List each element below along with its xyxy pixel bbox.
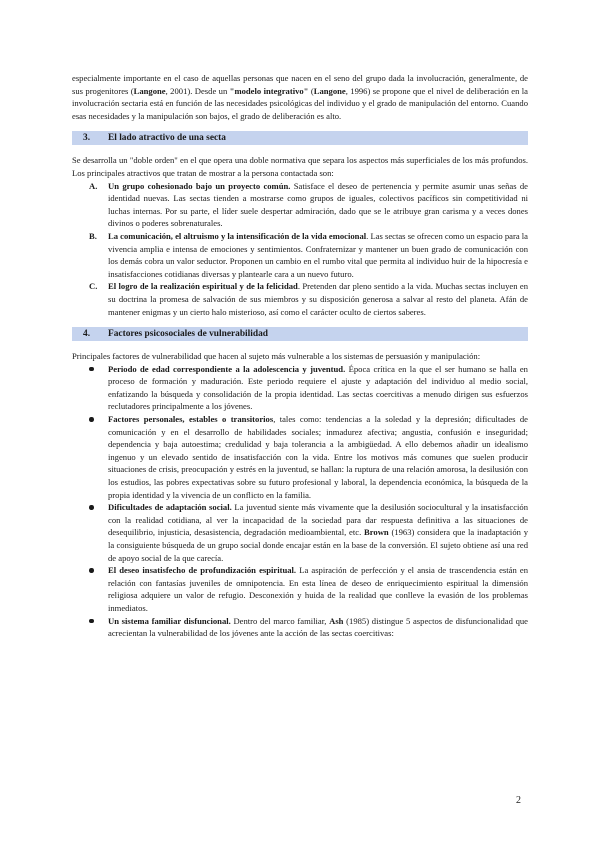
bullet-icon (89, 619, 94, 624)
section-number: 4. (83, 329, 91, 340)
bullet-icon (89, 367, 94, 372)
section-title: Factores psicosociales de vulnerabilidad (108, 329, 268, 340)
page-number: 2 (516, 795, 521, 806)
bullet-icon (89, 417, 94, 422)
list-item: Factores personales, estables o transitorios, tales como: tendencias a la soledad y la depresión; dificultades de comunicación y en el desarrollo de habilidades sociales; inmadurez afectiva; angustia, confusión e inseguridad; dependencia y baja autoestima; credulidad y baja tolerancia a la ambigüedad. A ello debemos añadir un idealismo ingenuo y un elevado sentido de insatisfacción con la vida. Entre los motivos más comunes que suelen producir situaciones de crisis, preocupación y estrés en la juventud, se hallan: la ruptura de una relación amorosa, la desilusión con los estudios, las pobres expectativas sobre su futuro profesional y laboral, la dependencia económica, la búsqueda de la propia identidad y la vivencia de un conflicto en la familia. (72, 413, 528, 501)
list-item: A. Un grupo cohesionado bajo un proyecto común. Satisface el deseo de pertenencia y permite asumir unas señas de identidad nuevas. Las sectas tienden a mostrarse como grupos de iguales, colectivos pacíficos sin competitividad ni luchas internas. Por su parte, el líder suele despertar admiración, dado que se le atribuye gran carisma y a veces dones divinos o poderes sobrenaturales. (89, 180, 529, 229)
section-title: El lado atractivo de una secta (108, 133, 226, 144)
section-4-intro: Principales factores de vulnerabilidad que hacen al sujeto más vulnerable a los sistemas de persuasión y manipulación: (72, 351, 481, 362)
list-item: El deseo insatisfecho de profundización espiritual. La aspiración de perfección y el ansia de trascendencia están en relación con fantasías juveniles de omnipotencia. En esta línea de deseo de enriquecimiento espiritual la dimensión religiosa adquiere un valor de refugio. Desconexión y huida de la realidad que conlleve la evasión de los problemas inmediatos. (72, 564, 528, 614)
section-4-heading (72, 327, 528, 341)
list-item: C. El logro de la realización espiritual y de la felicidad. Pretenden dar pleno sentido a la vida. Muchas sectas incluyen en su doctrina la promesa de salvación de sus miembros y su disposición generosa a salvar al resto del planeta. Afán de mantener enigmas y un cierto halo misterioso, así como el carácter oculto de ciertos saberes. (89, 281, 528, 317)
list-item: Dificultades de adaptación social. La juventud siente más vivamente que la desilusión sociocultural y la insatisfacción con la realidad cotidiana, al ver la incapacidad de la sociedad para dar respuesta definitiva a las situaciones de desequilibrio, injusticia, desasistencia, degradación medioambiental, etc. Brown (1963) considera que la inadaptación y la consiguiente búsqueda de un grupo social donde encajar están en la base de la conversión. El sujeto obtiene así una red de apoyo social de la que carecía. (72, 501, 528, 564)
list-item: Periodo de edad correspondiente a la adolescencia y juventud. Época crítica en la que el ser humano se halla en proceso de formación y maduración. Este periodo requiere el ajuste y adaptación del individuo al medio social, enfatizando la búsqueda y consolidación de la propia identidad. Las sectas coercitivas a menudo dirigen sus esfuerzos reclutadores principalmente a los jóvenes. (72, 363, 528, 413)
document-page (72, 72, 528, 640)
intro-paragraph: especialmente importante en el caso de aquellas personas que nacen en el seno del grupo dada la involucración, generalmente, de sus progenitores (Langone, 2001). Desde un "modelo integrativo" (Langone, 1996) se propone que el nivel de deliberación en la involucración sectaria está en función de las necesidades psicológicas del individuo y el grado de manipulación del entorno. Cuando esas necesidades y la manipulación son bajos, el grado de deliberación es alto. (72, 73, 528, 121)
list-item: Un sistema familiar disfuncional. Dentro del marco familiar, Ash (1985) distingue 5 aspectos de disfuncionalidad que acrecientan la vulnerabilidad de los jóvenes ante la acción de las sectas coercitivas: (72, 615, 528, 640)
section-number: 3. (83, 133, 91, 144)
list-item: B. La comunicación, el altruismo y la intensificación de la vida emocional. Las sectas se ofrecen como un espacio para la vivencia amplia e intensa de emociones y sentimientos. Confraternizar y mantener un buen grado de comunicación con los demás cobra un valor seductor. Proponen un cambio en el rumbo vital que permita al individuo huir de la hipocresía e insatisfacciones cotidianas diversas y plantearle cara a un nuevo futuro. (89, 230, 528, 279)
vulnerability-list (72, 363, 528, 640)
section-3-intro: Se desarrolla un "doble orden" en el que opera una doble normativa que separa los aspectos más superficiales de los más profundos. Los principales atractivos que tratan de mostrar a la persona contactada son: (72, 155, 528, 178)
bullet-icon (89, 568, 94, 573)
attractions-list (72, 180, 528, 319)
bullet-icon (89, 505, 94, 510)
section-3-heading (72, 131, 528, 145)
